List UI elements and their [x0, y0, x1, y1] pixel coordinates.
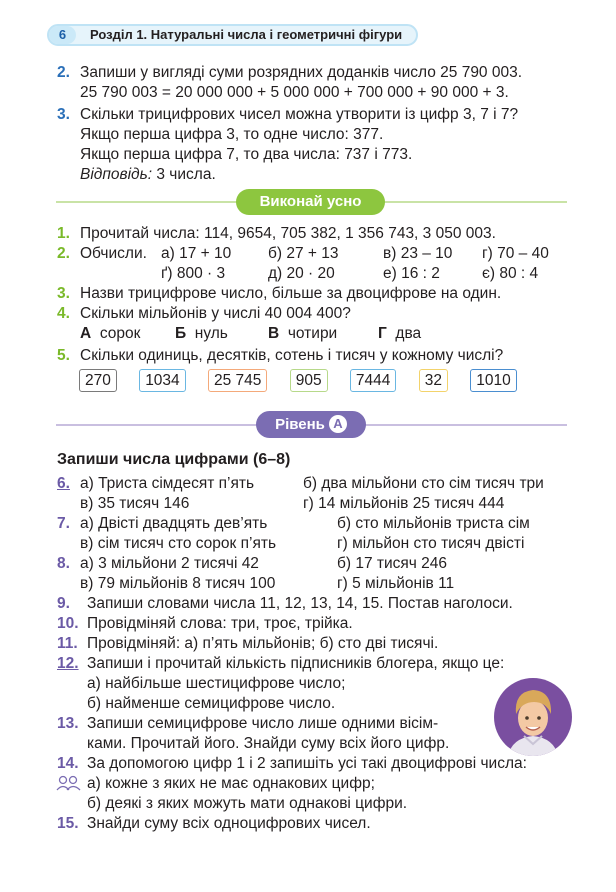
oral-2-item: г) 70 – 40	[482, 245, 549, 262]
oral-2-prefix: Обчисли.	[80, 245, 147, 262]
example-3-line-2: Якщо перша цифра 3, то одне число: 377.	[80, 126, 384, 143]
option-d: Г два	[378, 325, 422, 342]
ex15-number: 15.	[57, 815, 79, 832]
pair-work-icon	[56, 775, 82, 791]
level-letter: А	[329, 415, 347, 433]
number-badge: 1010	[470, 369, 516, 392]
ex12-number: 12.	[57, 655, 79, 672]
oral-5-text: Скільки одиниць, десятків, сотень і тисяч у кожному числі?	[80, 347, 504, 364]
ex12-text: Запиши і прочитай кількість підписників блогера, якщо це:	[87, 655, 505, 672]
ex7-a: а) Двісті двадцять дев’ять	[80, 515, 268, 532]
oral-5-number: 5.	[57, 347, 70, 364]
ex11-text: Провідміняй: а) п’ять мільйонів; б) сто дві тисячі.	[87, 635, 439, 652]
ex8-a: а) 3 мільйони 2 тисячі 42	[80, 555, 259, 572]
oral-1-number: 1.	[57, 225, 70, 242]
example-3-number: 3.	[57, 106, 70, 123]
boy-avatar-image	[494, 678, 572, 756]
ex10-text: Провідміняй слова: три, троє, трійка.	[87, 615, 353, 632]
ex14-b: б) деякі з яких можуть мати однакові цифри.	[87, 795, 408, 812]
answer-text: 3 числа.	[156, 166, 216, 183]
ex12-b: б) найменше семицифрове число.	[87, 695, 336, 712]
ex13-number: 13.	[57, 715, 79, 732]
ex6-b: б) два мільйони сто сім тисяч три	[303, 475, 544, 492]
number-badges	[79, 369, 517, 392]
ex7-d: г) мільйон сто тисяч двісті	[337, 535, 525, 552]
number-badge: 7444	[350, 369, 396, 392]
ex6-d: г) 14 мільйонів 25 тисяч 444	[303, 495, 505, 512]
example-2-line-2: 25 790 003 = 20 000 000 + 5 000 000 + 700 000 + 90 000 + 3.	[80, 84, 509, 101]
number-badge: 270	[79, 369, 117, 392]
oral-2-item: ґ) 800 · 3	[161, 265, 226, 282]
example-2-number: 2.	[57, 64, 70, 81]
ex13-line-1: Запиши семицифрове число лише одними вісім-	[87, 715, 439, 732]
ex7-number: 7.	[57, 515, 70, 532]
oral-4-text: Скільки мільйонів у числі 40 004 400?	[80, 305, 351, 322]
ex13-line-2: ками. Прочитай його. Знайди суму всіх його цифр.	[87, 735, 450, 752]
ex14-a: а) кожне з яких не має однакових цифр;	[87, 775, 375, 792]
ex8-c: в) 79 мільйонів 8 тисяч 100	[80, 575, 276, 592]
ex6-c: в) 35 тисяч 146	[80, 495, 190, 512]
oral-banner: Виконай усно	[236, 189, 385, 215]
section-title: Запиши числа цифрами (6–8)	[57, 451, 291, 468]
oral-2-item: в) 23 – 10	[383, 245, 453, 262]
example-3-line-1: Скільки трицифрових чисел можна утворити із цифр 3, 7 і 7?	[80, 106, 519, 123]
ex9-number: 9.	[57, 595, 70, 612]
ex7-b: б) сто мільйонів триста сім	[337, 515, 530, 532]
option-b: Б нуль	[175, 325, 228, 342]
ex11-number: 11.	[57, 635, 78, 652]
ex14-text: За допомогою цифр 1 і 2 запишіть усі такі двоцифрові числа:	[87, 755, 527, 772]
number-badge: 25 745	[208, 369, 267, 392]
option-c: В чотири	[268, 325, 338, 342]
oral-1-text: Прочитай числа: 114, 9654, 705 382, 1 356 743, 3 050 003.	[80, 225, 496, 242]
page-number: 6	[49, 26, 76, 44]
number-badge: 1034	[139, 369, 185, 392]
ex7-c: в) сім тисяч сто сорок п’ять	[80, 535, 277, 552]
oral-2-item: а) 17 + 10	[161, 245, 232, 262]
oral-3-text: Назви трицифрове число, більше за двоцифрове на один.	[80, 285, 502, 302]
level-banner: Рівень А	[256, 411, 366, 438]
option-a: А сорок	[80, 325, 141, 342]
example-2-line-1: Запиши у вигляді суми розрядних доданків число 25 790 003.	[80, 64, 523, 81]
ex12-a: а) найбільше шестицифрове число;	[87, 675, 346, 692]
oral-2-item: д) 20 · 20	[268, 265, 335, 282]
chapter-title: Розділ 1. Натуральні числа і геометричні фігури	[90, 27, 403, 42]
oral-2-item: е) 16 : 2	[383, 265, 440, 282]
oral-2-item: б) 27 + 13	[268, 245, 339, 262]
ex10-number: 10.	[57, 615, 79, 632]
oral-2-number: 2.	[57, 245, 70, 262]
ex6-a: а) Триста сімдесят п’ять	[80, 475, 255, 492]
ex8-b: б) 17 тисяч 246	[337, 555, 448, 572]
answer-label: Відповідь:	[80, 166, 153, 183]
ex9-text: Запиши словами числа 11, 12, 13, 14, 15. Постав наголоси.	[87, 595, 513, 612]
ex15-text: Знайди суму всіх одноцифрових чисел.	[87, 815, 371, 832]
ex14-number: 14.	[57, 755, 79, 772]
oral-2-item: є) 80 : 4	[482, 265, 539, 282]
number-badge: 905	[290, 369, 328, 392]
ex6-number: 6.	[57, 475, 70, 492]
ex8-d: г) 5 мільйонів 11	[337, 575, 455, 592]
oral-3-number: 3.	[57, 285, 70, 302]
example-3-answer	[80, 166, 216, 184]
oral-4-number: 4.	[57, 305, 70, 322]
example-3-line-3: Якщо перша цифра 7, то два числа: 737 і 773.	[80, 146, 413, 163]
ex8-number: 8.	[57, 555, 70, 572]
number-badge: 32	[419, 369, 448, 392]
